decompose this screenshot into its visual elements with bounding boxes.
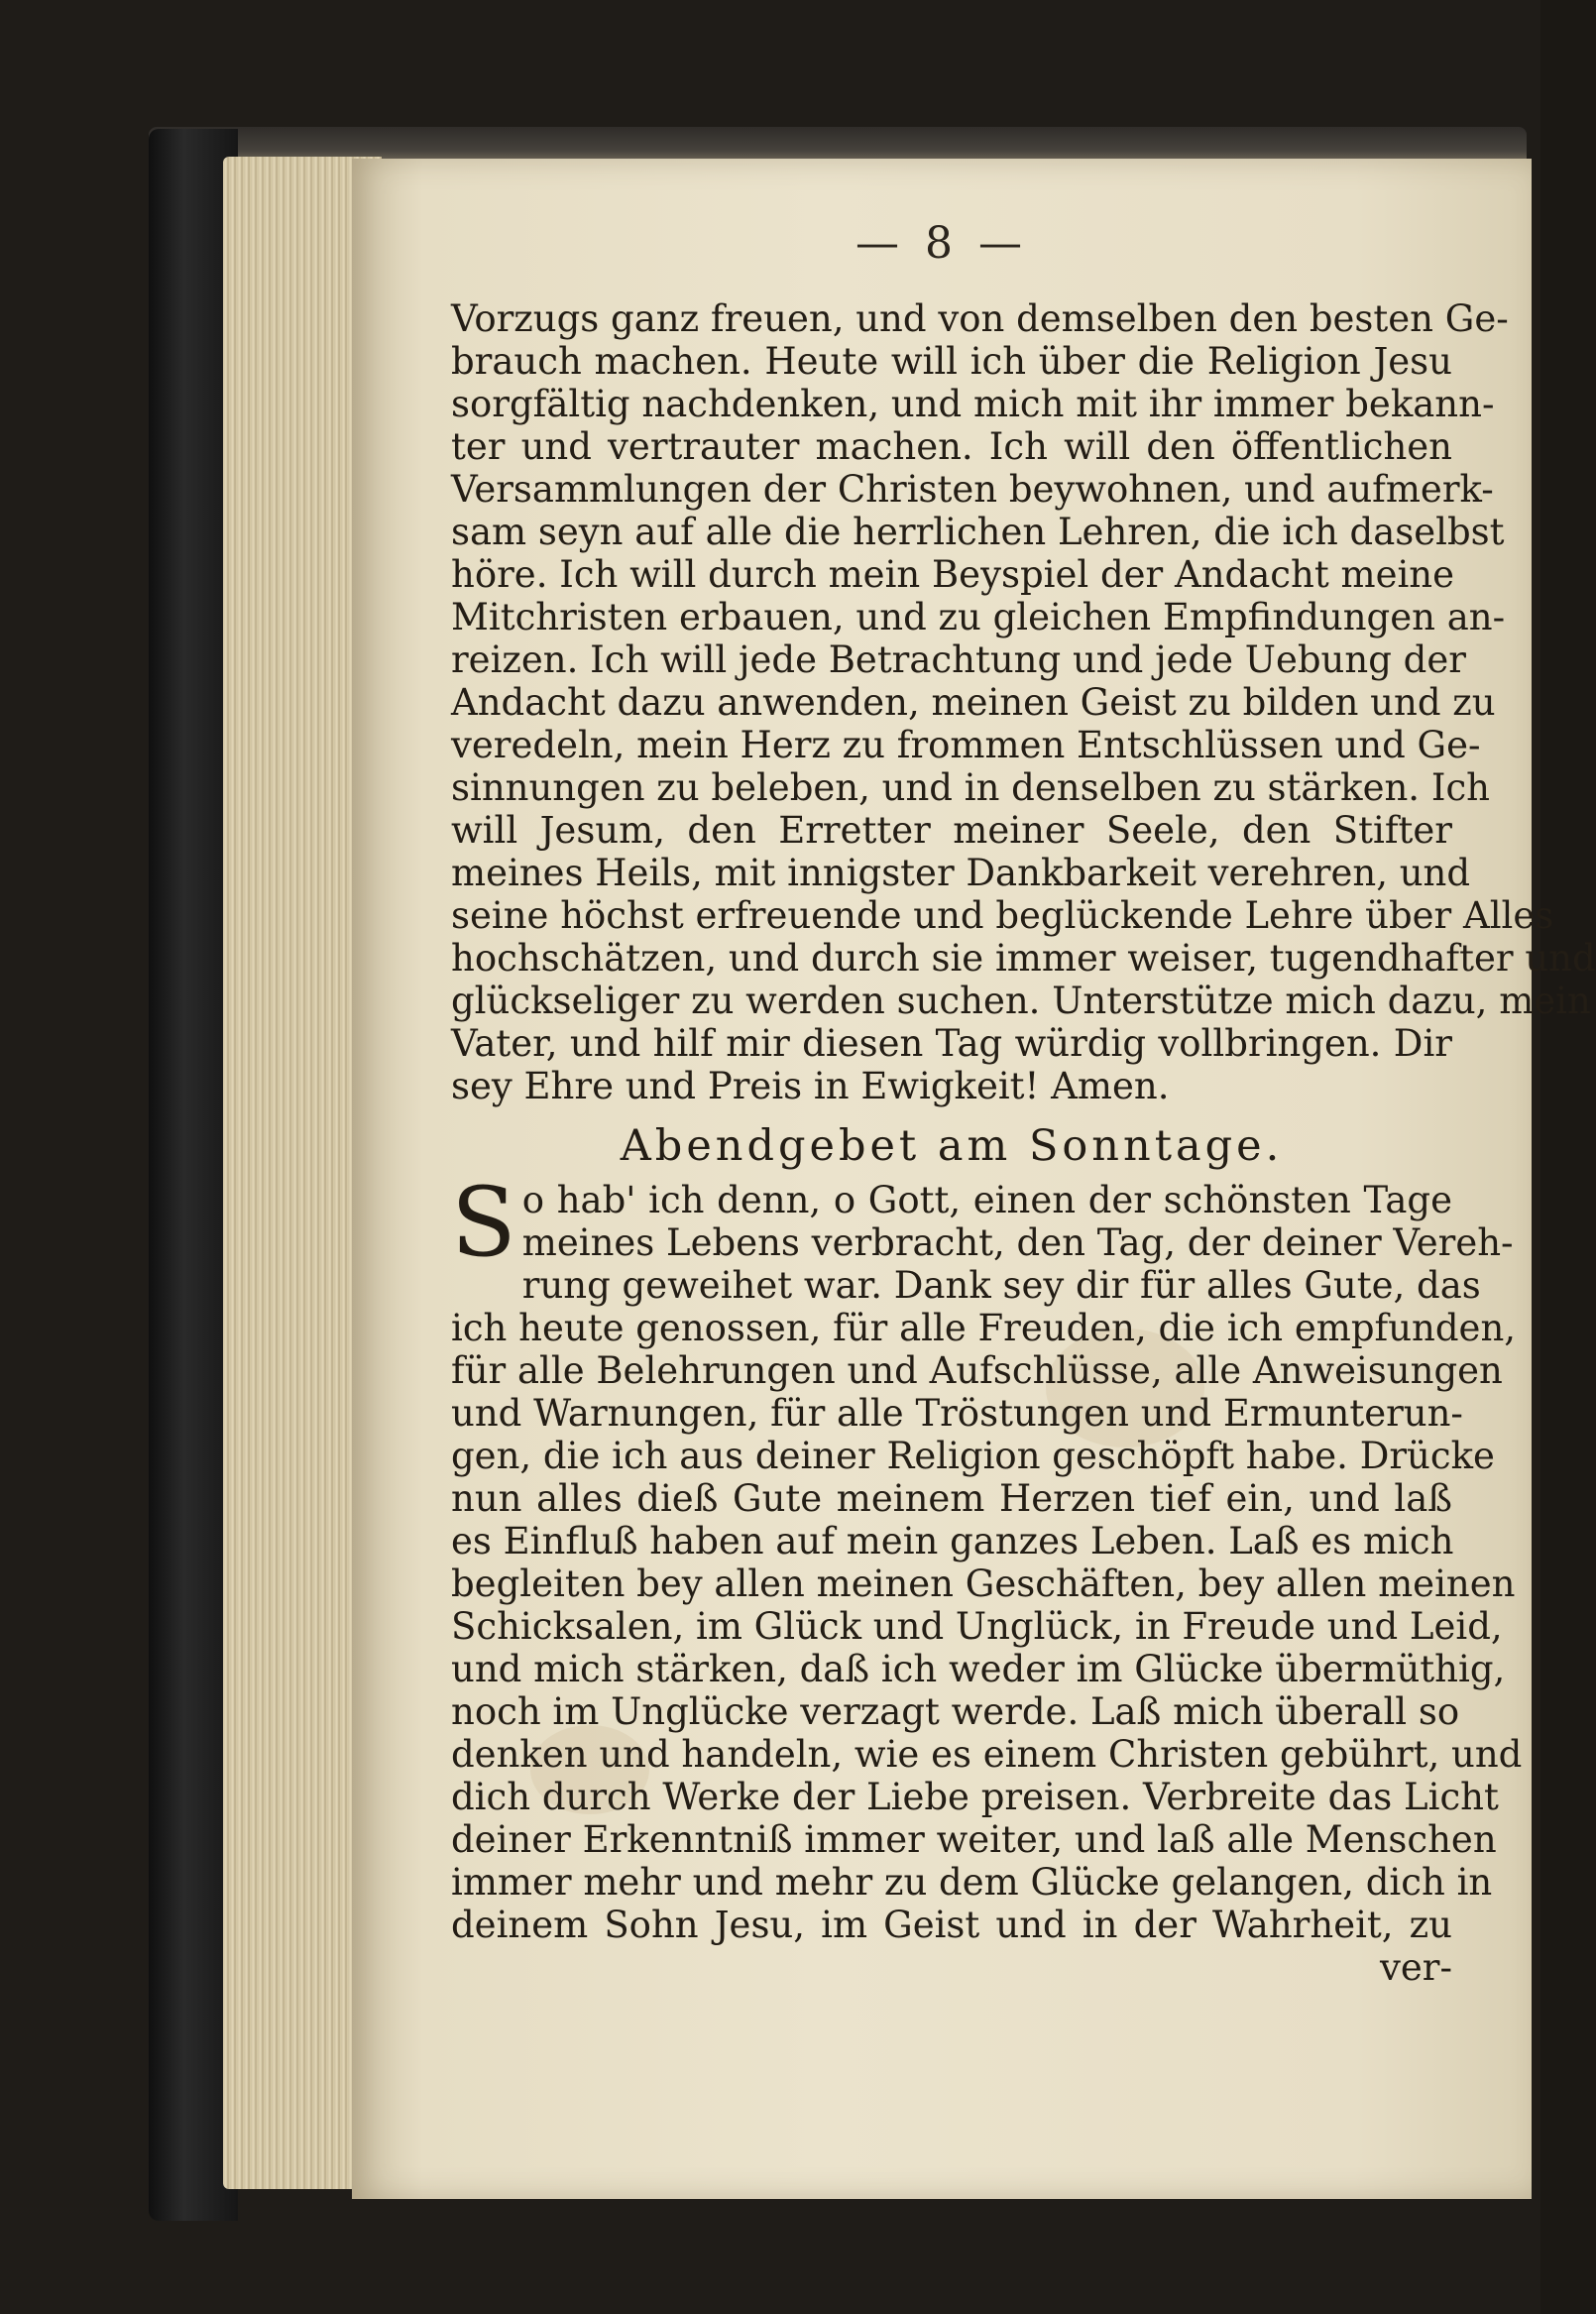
- text-line: Schicksalen, im Glück und Unglück, in Freude und Leid,: [451, 1605, 1503, 1648]
- text-line: nun alles dieß Gute meinem Herzen tief ein, und laß: [451, 1477, 1452, 1520]
- page-number: — 8 —: [855, 218, 1028, 269]
- text-line: sey Ehre und Preis in Ewigkeit! Amen.: [451, 1065, 1170, 1107]
- text-line: ich heute genossen, für alle Freuden, die ich empfunden,: [451, 1307, 1517, 1349]
- text-line: meines Heils, mit innigster Dankbarkeit verehren, und: [451, 852, 1471, 894]
- paragraph-evening-prayer: [451, 1167, 1523, 1989]
- page-text: [451, 297, 1596, 1989]
- book-cover-top-edge: [149, 127, 1527, 161]
- catchword: ver-: [1380, 1946, 1452, 1989]
- text-line: sorgfältig nachdenken, und mich mit ihr immer bekann-: [451, 383, 1495, 425]
- text-line: veredeln, mein Herz zu frommen Entschlüssen und Ge-: [451, 724, 1481, 766]
- text-line: hochschätzen, und durch sie immer weiser, tugendhafter und: [451, 937, 1596, 980]
- text-line: und mich stärken, daß ich weder im Glücke übermüthig,: [451, 1648, 1506, 1690]
- text-line: meines Lebens verbracht, den Tag, der deiner Vereh-: [521, 1221, 1514, 1264]
- text-line: o hab' ich denn, o Gott, einen der schönsten Tage: [521, 1179, 1452, 1221]
- text-line: Andacht dazu anwenden, meinen Geist zu bilden und zu: [451, 681, 1496, 724]
- text-line: deinem Sohn Jesu, im Geist und in der Wahrheit, zu: [451, 1904, 1452, 1946]
- text-line: noch im Unglücke verzagt werde. Laß mich überall so: [451, 1690, 1460, 1733]
- section-heading: Abendgebet am Sonntage.: [620, 1121, 1284, 1171]
- text-line: dich durch Werke der Liebe preisen. Verbreite das Licht: [451, 1776, 1499, 1818]
- text-line: immer mehr und mehr zu dem Glücke gelangen, dich in: [451, 1861, 1493, 1904]
- text-line: es Einfluß haben auf mein ganzes Leben. Laß es mich: [451, 1520, 1454, 1562]
- text-line: will Jesum, den Erretter meiner Seele, den Stifter: [451, 809, 1452, 852]
- text-line: ter und vertrauter machen. Ich will den öffentlichen: [451, 425, 1452, 468]
- text-line: sinnungen zu beleben, und in denselben zu stärken. Ich: [451, 766, 1490, 809]
- text-line: deiner Erkenntniß immer weiter, und laß alle Menschen: [451, 1818, 1497, 1861]
- text-line: begleiten bey allen meinen Geschäften, bey allen meinen: [451, 1562, 1516, 1605]
- text-line: reizen. Ich will jede Betrachtung und jede Uebung der: [451, 638, 1466, 681]
- text-line: glückseliger zu werden suchen. Unterstütze mich dazu, mein: [451, 980, 1591, 1022]
- drop-cap: S: [451, 1167, 516, 1278]
- text-line: Vater, und hilf mir diesen Tag würdig vollbringen. Dir: [451, 1022, 1452, 1065]
- text-line: und Warnungen, für alle Tröstungen und Ermunterun-: [451, 1392, 1463, 1435]
- text-line: seine höchst erfreuende und beglückende Lehre über Alles: [451, 894, 1554, 937]
- text-line: brauch machen. Heute will ich über die Religion Jesu: [451, 340, 1452, 383]
- paragraph-morning-prayer-end: [451, 297, 1596, 1107]
- book-page: [352, 159, 1596, 2199]
- text-line: gen, die ich aus deiner Religion geschöpft habe. Drücke: [451, 1435, 1495, 1477]
- text-line: Vorzugs ganz freuen, und von demselben den besten Ge-: [451, 297, 1509, 340]
- text-line: denken und handeln, wie es einem Christen gebührt, und: [451, 1733, 1523, 1776]
- text-line: höre. Ich will durch mein Beyspiel der Andacht meine: [451, 553, 1455, 596]
- text-line: sam seyn auf alle die herrlichen Lehren, die ich daselbst: [451, 511, 1505, 553]
- text-line: für alle Belehrungen und Aufschlüsse, alle Anweisungen: [451, 1349, 1503, 1392]
- text-line: Versammlungen der Christen beywohnen, und aufmerk-: [451, 468, 1494, 511]
- text-line: Mitchristen erbauen, und zu gleichen Empfindungen an-: [451, 596, 1506, 638]
- text-line: rung geweihet war. Dank sey dir für alles Gute, das: [521, 1264, 1481, 1307]
